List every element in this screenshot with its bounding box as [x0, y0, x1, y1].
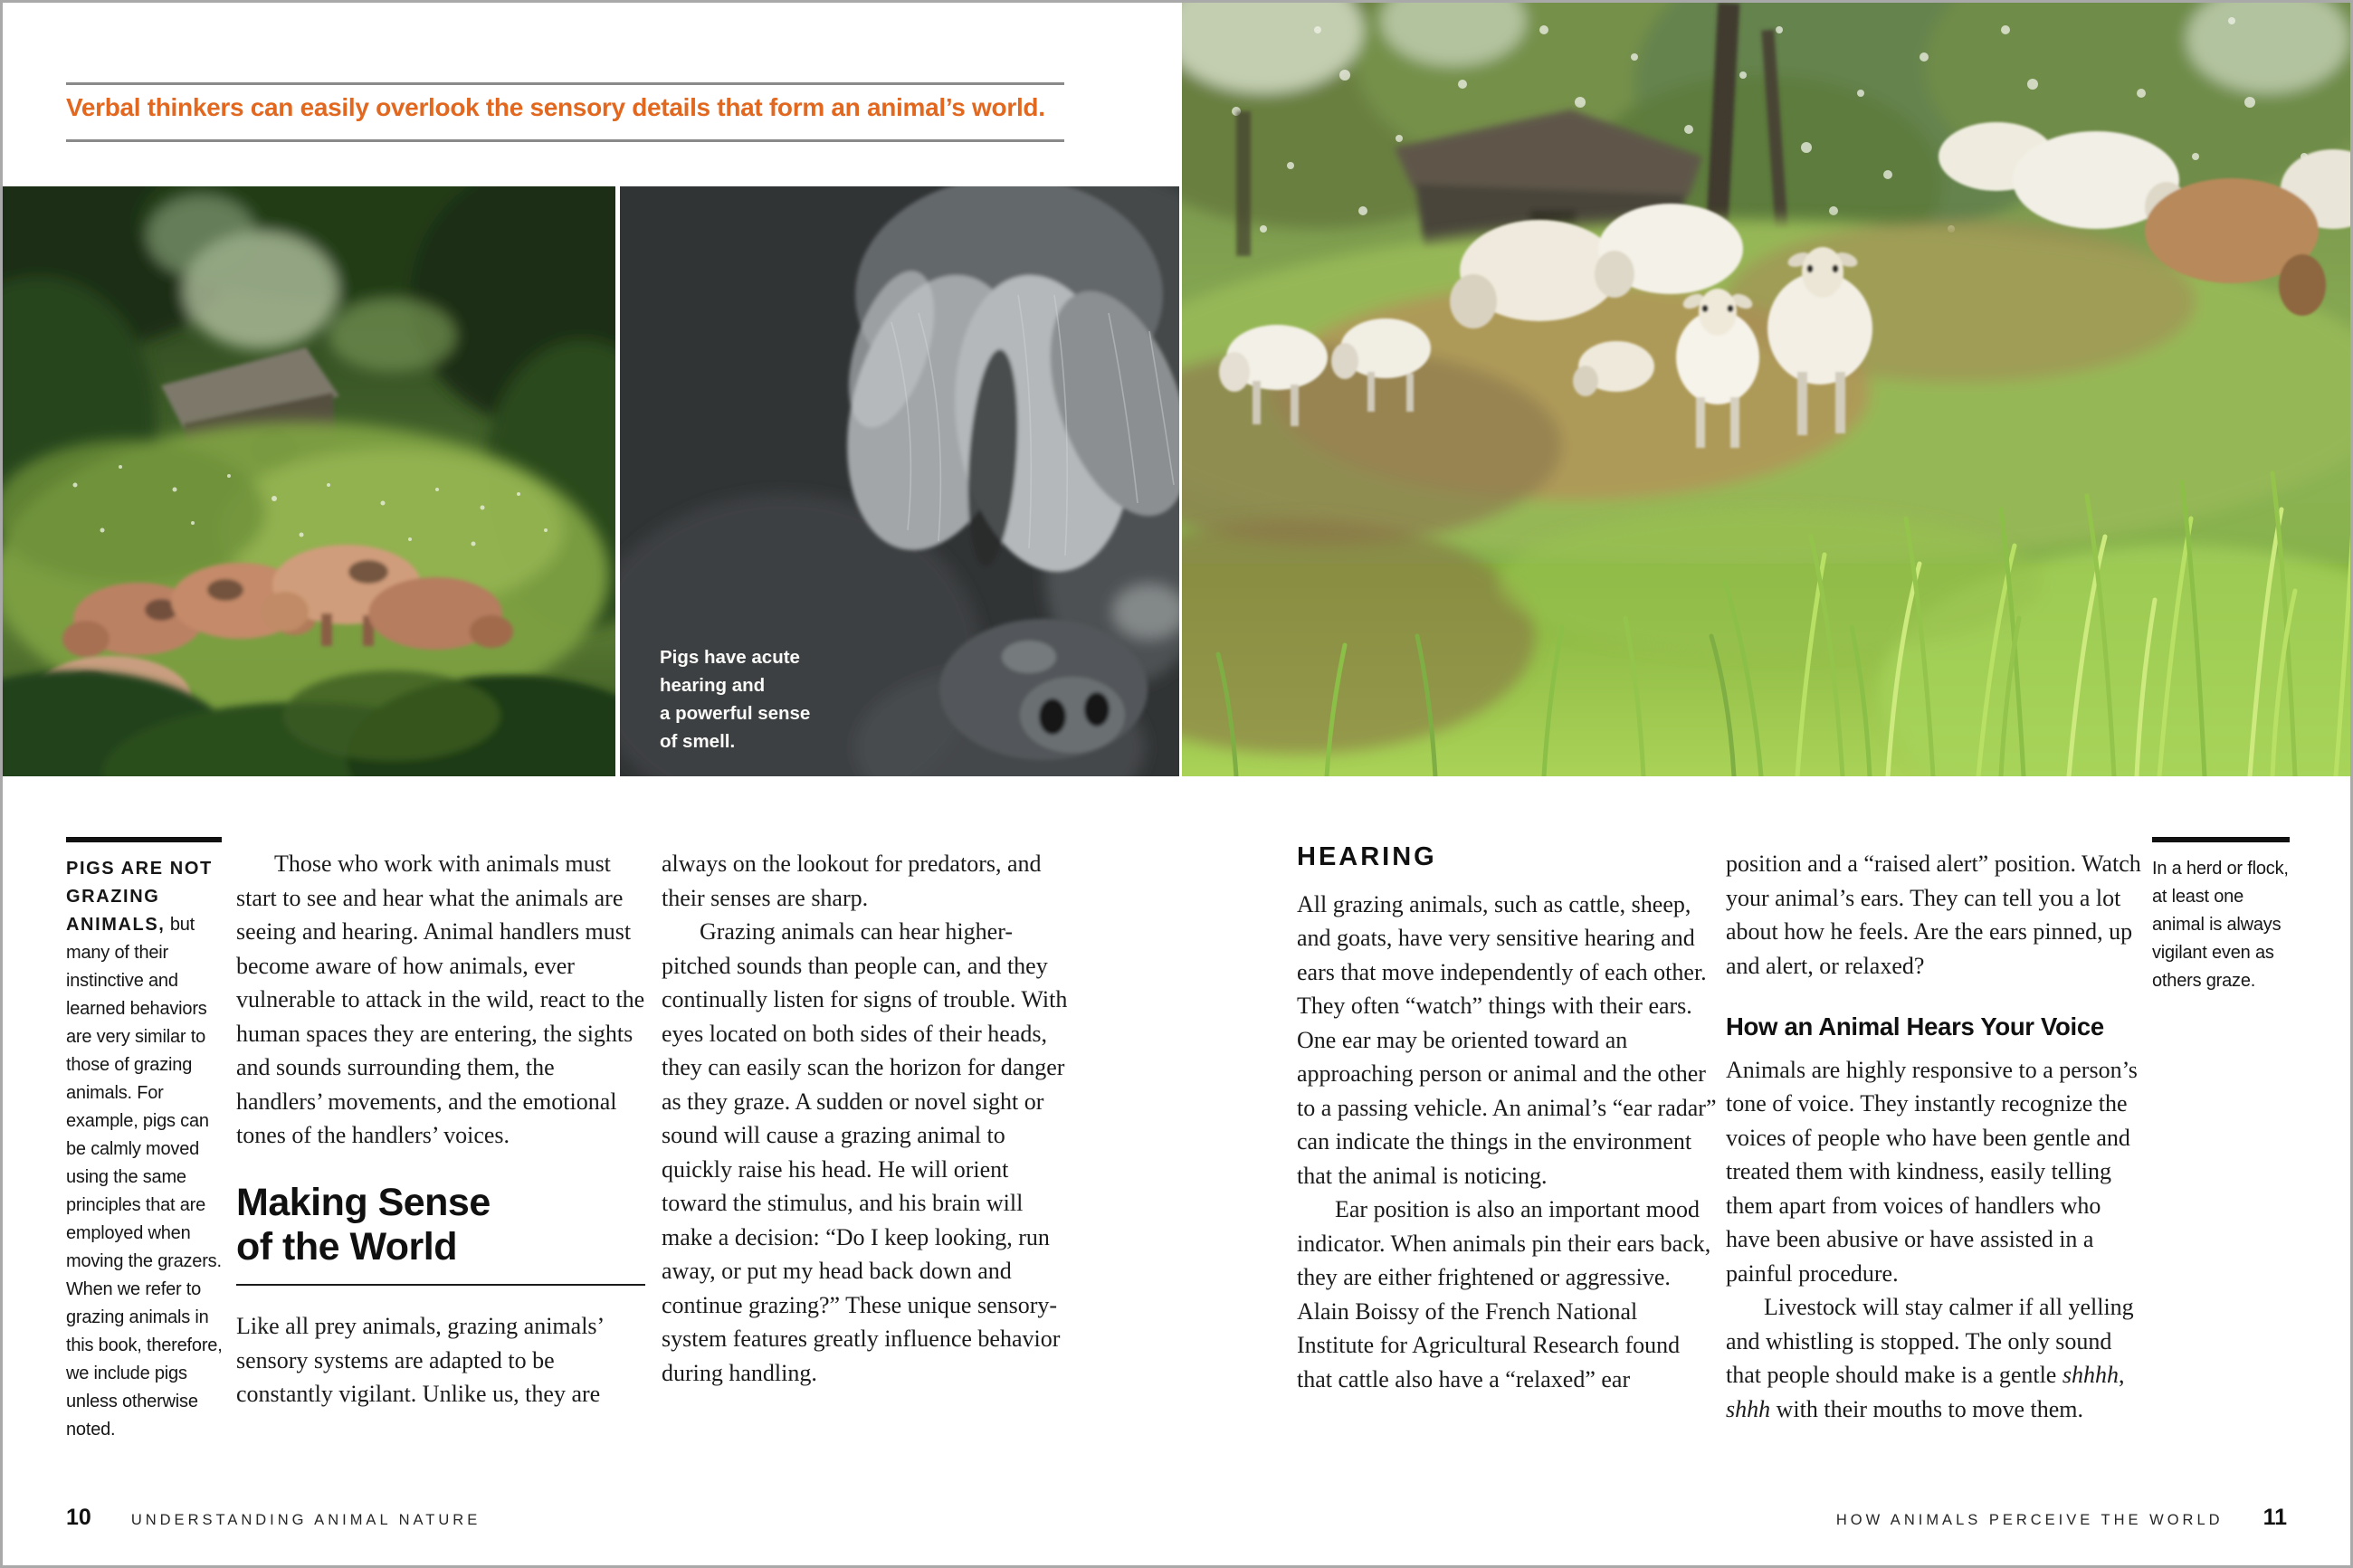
sidebar-text	[66, 855, 227, 1444]
body-paragraph: position and a “raised alert” position. Watch your animal’s ears. They can tell you a lot about how he feels. Are the ears pinned, up and alert, or relaxed?	[1726, 851, 2141, 979]
headline-rule-top	[66, 82, 1064, 85]
body-paragraph: Like all prey animals, grazing animals’ sensory systems are adapted to be constantly vigilant. Unlike us, they are	[236, 1313, 604, 1407]
paragraph-text: Livestock will stay calmer if all yelling and whistling is stopped. The only sound that people should make is a gentle	[1726, 1294, 2134, 1388]
italic-sound-word: shhh	[1726, 1395, 1771, 1422]
caption-line: Pigs have acute	[660, 647, 800, 668]
page-number: 10	[66, 1505, 91, 1530]
body-paragraph: Those who work with animals must start to see and hear what the animals are seeing and hearing. Animal handlers must become aware of how animals, ever vulnerable to attack in the wild, react to the human spaces they are entering, the sights and sounds surrounding them, the handlers’ movements, and the emotional tones of the handlers’ voices.	[236, 851, 645, 1148]
italic-sound-word: shhhh	[2062, 1362, 2119, 1388]
pig-snout	[939, 619, 1148, 760]
right-page-footer	[1836, 1505, 2287, 1531]
sidebar-rest: but many of their instinctive and learned behaviors are very similar to those of grazing animals. For example, pigs can be calmly moved using the same principles that are employed when moving the grazers. When we refer to grazing animals in this book, therefore, we include pigs unless otherwise noted.	[66, 915, 223, 1440]
sheep-pasture-photo	[1182, 3, 2353, 776]
paragraph-text: with their mouths to move them.	[1770, 1395, 2084, 1422]
headline-rule-bottom	[66, 139, 1064, 142]
voice-heading: How an Animal Hears Your Voice	[1726, 1012, 2104, 1041]
sidebar-lead: PIGS ARE NOT GRAZING ANIMALS,	[66, 859, 213, 935]
caption-line: a powerful sense	[660, 703, 811, 724]
sidebar-text: In a herd or flock, at least one animal is always vigilant even as others graze.	[2152, 859, 2289, 991]
section-heading-line: Making Sense	[236, 1180, 491, 1224]
hearing-heading: HEARING	[1297, 842, 1437, 871]
right-page-column-2	[1726, 847, 2146, 1426]
body-paragraph: Animals are highly responsive to a person’s tone of voice. They instantly recognize the voices of people who have been gentle and treated them with kindness, easily telling them apart from voices of handlers who have been abusive or have assisted in a painful procedure.	[1726, 1056, 2138, 1287]
body-paragraph	[1726, 1290, 2146, 1426]
pigs-forest-photo	[3, 186, 615, 776]
body-paragraph: always on the lookout for predators, and their senses are sharp.	[662, 851, 1042, 911]
section-heading	[236, 1181, 645, 1269]
photo-caption	[660, 643, 810, 755]
pig-ear-closeup-photo	[620, 186, 1179, 776]
right-sidebar-note	[2152, 837, 2295, 995]
left-page-column-1	[236, 847, 645, 1411]
section-heading-rule	[236, 1284, 645, 1287]
section-heading-line: of the World	[236, 1224, 458, 1269]
caption-line: hearing and	[660, 675, 766, 696]
left-page-column-2	[662, 847, 1076, 1390]
body-paragraph: All grazing animals, such as cattle, sheep, and goats, have very sensitive hearing and ears that move independently of each other. They often “watch” things with their ears. One ear may be oriented toward an approaching person or animal and the other to a passing vehicle. An animal’s “ear radar” can indicate the things in the environment that the animal is noticing.	[1297, 890, 1717, 1189]
running-head: HOW ANIMALS PERCEIVE THE WORLD	[1835, 1512, 2224, 1528]
body-paragraph: Grazing animals can hear higher-pitched sounds than people can, and they continually listen for signs of trouble. With eyes located on both sides of their heads, they can easily scan the horizon for danger as they graze. A sudden or novel sight or sound will cause a grazing animal to quickly raise his head. He will orient toward the stimulus, and his brain will make a decision: “Do I keep looking, run away, or put my head back down and continue grazing?” These unique sensory-system features greatly influence behavior during handling.	[662, 918, 1068, 1386]
caption-line: of smell.	[660, 731, 736, 752]
right-page-column-1	[1297, 841, 1719, 1396]
sheep-pasture-art	[1182, 3, 2353, 776]
paragraph-text: ,	[2118, 1362, 2125, 1388]
left-page-footer	[66, 1505, 481, 1531]
body-paragraph: Ear position is also an important mood indicator. When animals pin their ears back, they are either frightened or aggressive. Alain Boissy of the French National Institute for Agricultural Research found that cattle also have a “relaxed” ear	[1297, 1196, 1711, 1392]
left-sidebar-note	[66, 837, 227, 1444]
headline: Verbal thinkers can easily overlook the sensory details that form an animal’s world.	[66, 93, 1045, 121]
pigs-forest-art	[3, 186, 615, 776]
sidebar-rule	[2152, 837, 2290, 842]
sidebar-rule	[66, 837, 222, 842]
running-head: UNDERSTANDING ANIMAL NATURE	[130, 1512, 481, 1528]
page-number: 11	[2262, 1505, 2287, 1530]
